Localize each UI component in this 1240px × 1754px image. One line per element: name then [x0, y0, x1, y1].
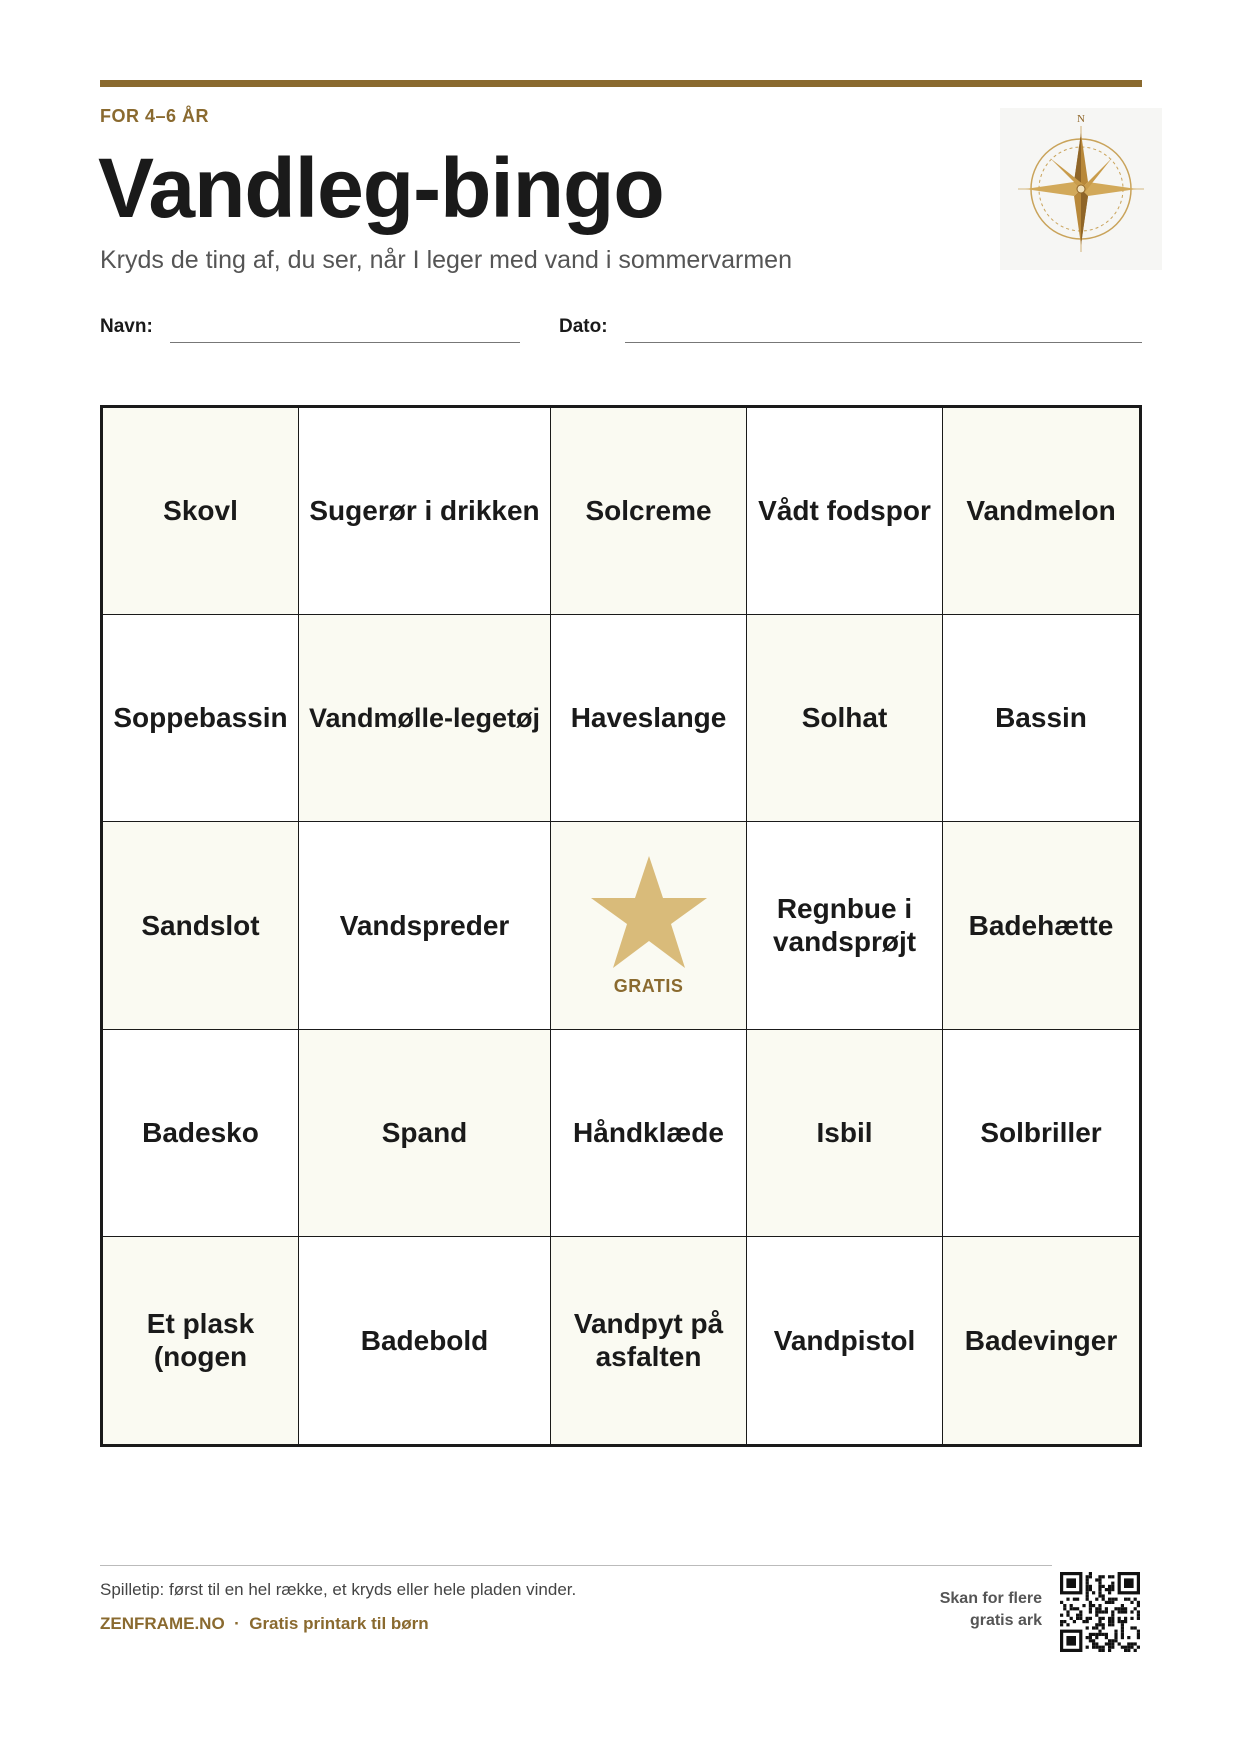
- bingo-cell[interactable]: Vandmelon: [943, 408, 1139, 615]
- date-label: Dato:: [559, 316, 608, 337]
- bingo-cell[interactable]: Soppebassin: [103, 615, 299, 822]
- free-space-cell[interactable]: [551, 822, 747, 1029]
- bingo-cell[interactable]: Spand: [299, 1030, 551, 1237]
- bingo-cell[interactable]: Badebold: [299, 1237, 551, 1444]
- name-label: Navn:: [100, 316, 153, 337]
- bingo-cell[interactable]: Sandslot: [103, 822, 299, 1029]
- bingo-cell[interactable]: Solbriller: [943, 1030, 1139, 1237]
- date-line[interactable]: [625, 342, 1142, 343]
- bingo-cell[interactable]: Bassin: [943, 615, 1139, 822]
- brand-line[interactable]: ZENFRAME.NO · Gratis printark til børn: [100, 1614, 429, 1633]
- bingo-cell[interactable]: Vådt fodspor: [747, 408, 943, 615]
- game-tip: Spilletip: først til en hel række, et kryds eller hele pladen vinder.: [100, 1580, 577, 1599]
- bingo-cell[interactable]: Isbil: [747, 1030, 943, 1237]
- scan-text: Skan for flere gratis ark: [939, 1590, 1042, 1629]
- svg-text:N: N: [1077, 113, 1085, 125]
- bingo-cell[interactable]: Solhat: [747, 615, 943, 822]
- compass-rose-icon: [1000, 108, 1162, 270]
- top-rule: [100, 80, 1142, 87]
- bingo-cell[interactable]: Vandspreder: [299, 822, 551, 1029]
- footer-rule: [100, 1565, 1052, 1566]
- bingo-cell[interactable]: Vandmølle-legetøj: [299, 615, 551, 822]
- bingo-cell[interactable]: Badehætte: [943, 822, 1139, 1029]
- bingo-cell[interactable]: Badevinger: [943, 1237, 1139, 1444]
- bingo-cell[interactable]: Vandpistol: [747, 1237, 943, 1444]
- bingo-cell[interactable]: Badesko: [103, 1030, 299, 1237]
- age-label: FOR 4–6 ÅR: [100, 106, 210, 126]
- bingo-cell[interactable]: Sugerør i drikken: [299, 408, 551, 615]
- bingo-cell[interactable]: Solcreme: [551, 408, 747, 615]
- bingo-grid: [100, 405, 1142, 1447]
- bingo-cell[interactable]: Skovl: [103, 408, 299, 615]
- page-subtitle: Kryds de ting af, du ser, når I leger med vand i sommervarmen: [100, 246, 792, 274]
- star-icon: [589, 854, 709, 970]
- name-line[interactable]: [170, 342, 520, 343]
- page-title: Vandleg-bingo: [98, 141, 664, 235]
- bingo-cell[interactable]: Haveslange: [551, 615, 747, 822]
- bingo-cell[interactable]: Et plask (nogen: [103, 1237, 299, 1444]
- bingo-cell[interactable]: Regnbue i vandsprøjt: [747, 822, 943, 1029]
- free-space-label: GRATIS: [613, 975, 684, 996]
- bingo-cell[interactable]: Vandpyt på asfalten: [551, 1237, 747, 1444]
- qr-code-icon[interactable]: [1060, 1572, 1140, 1652]
- bingo-cell[interactable]: Håndklæde: [551, 1030, 747, 1237]
